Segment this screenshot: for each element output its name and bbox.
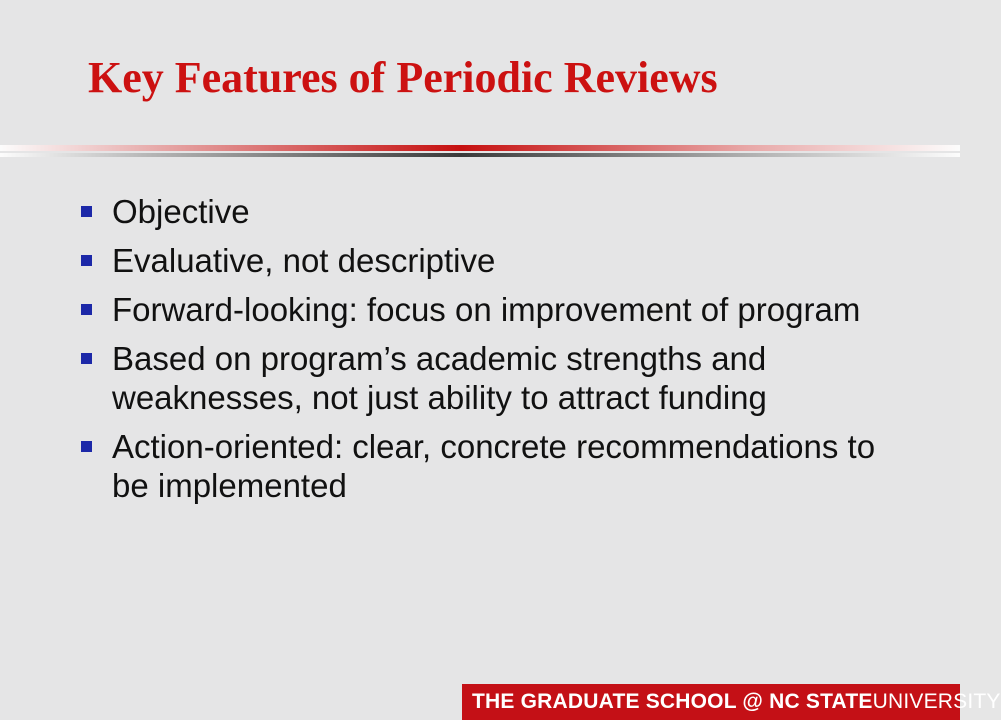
logo-suffix-text: UNIVERSITY [872,690,1001,713]
title-divider-dark [0,153,960,157]
bullet-text: Based on program’s academic strengths and weaknesses, not just ability to attract funding [112,340,767,416]
bullet-text: Objective [112,193,250,230]
square-bullet-icon [81,255,92,266]
bullet-item [76,339,896,417]
bullet-text: Evaluative, not descriptive [112,242,496,279]
slide-title: Key Features of Periodic Reviews [88,53,718,102]
square-bullet-icon [81,206,92,217]
bullet-text: Forward-looking: focus on improvement of program [112,291,861,328]
square-bullet-icon [81,304,92,315]
bullet-list [76,192,896,515]
title-divider-red [0,145,960,151]
bullet-item [76,241,896,280]
logo-main-text: THE GRADUATE SCHOOL @ NC STATE [472,690,873,713]
graduate-school-logo [462,684,1001,720]
bullet-item [76,427,896,505]
square-bullet-icon [81,353,92,364]
square-bullet-icon [81,441,92,452]
bullet-item [76,290,896,329]
bullet-item [76,192,896,231]
bullet-text: Action-oriented: clear, concrete recommendations to be implemented [112,428,876,504]
